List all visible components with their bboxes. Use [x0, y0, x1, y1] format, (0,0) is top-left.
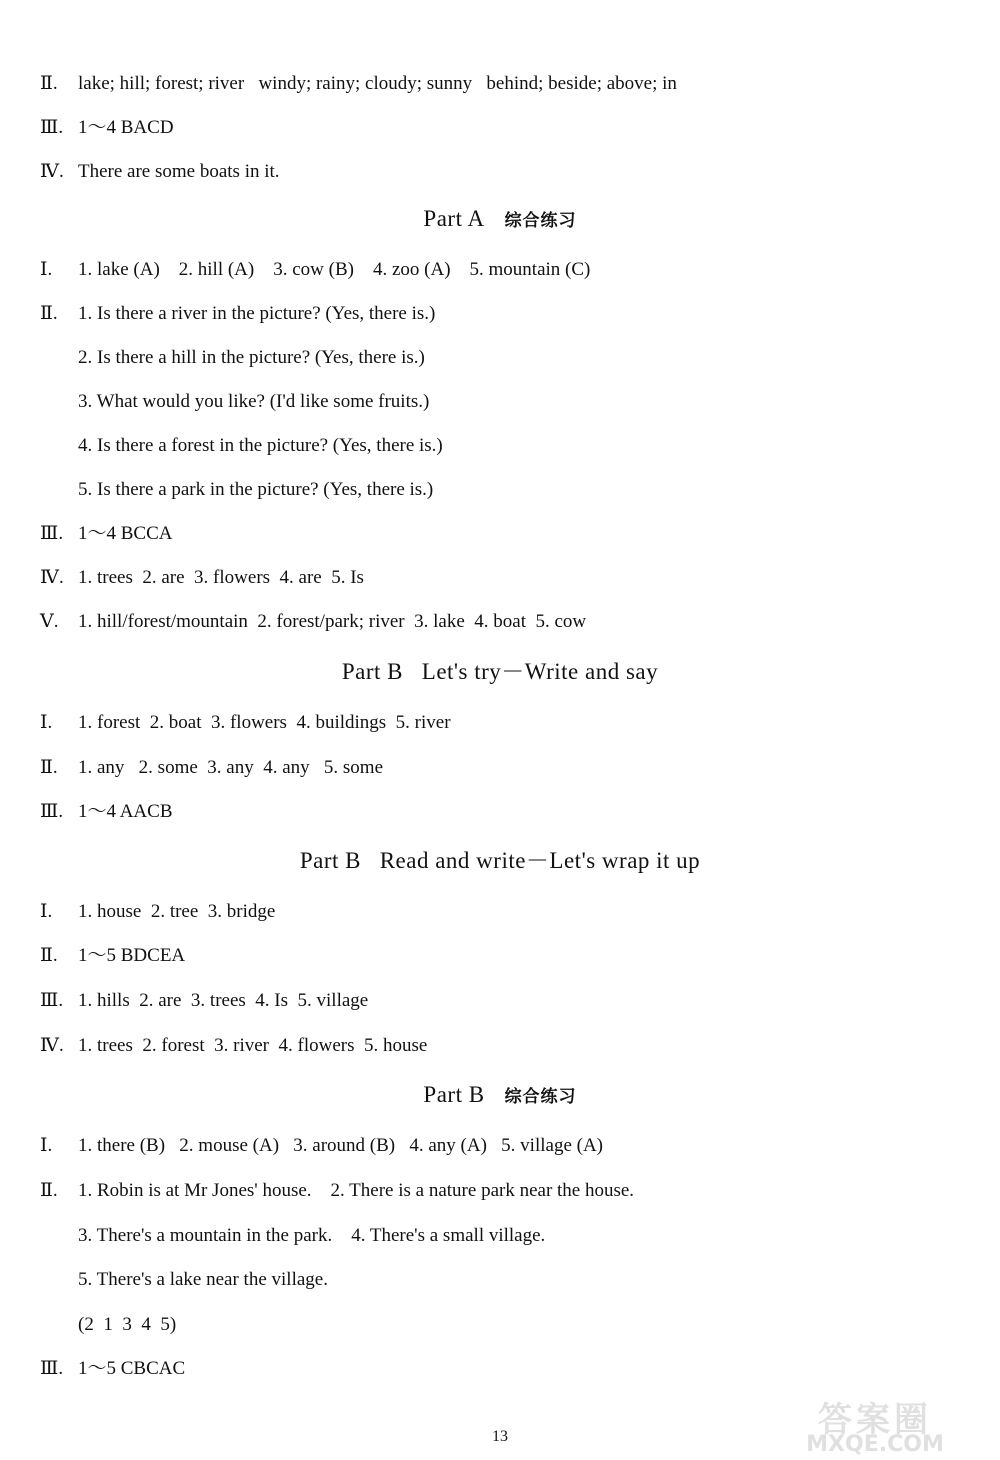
watermark-logo-text: 答案圈 [818, 1400, 932, 1440]
answer-line: Ⅱ. lake; hill; forest; river windy; rainy; cloudy; sunny behind; beside; above; in [40, 73, 677, 94]
answer-line: 2. Is there a hill in the picture? (Yes, there is.) [78, 347, 425, 368]
answer-line: Ⅰ. 1. house 2. tree 3. bridge [40, 901, 276, 922]
answer-line: Ⅰ. 1. there (B) 2. mouse (A) 3. around (B) 4. any (A) 5. village (A) [40, 1135, 604, 1156]
answer-line: Ⅰ. 1. lake (A) 2. hill (A) 3. cow (B) 4. zoo (A) 5. mountain (C) [40, 259, 591, 280]
answer-line: Ⅱ. 1. Robin is at Mr Jones' house. 2. There is a nature park near the house. [40, 1180, 635, 1201]
answer-line: Ⅱ. 1. Is there a river in the picture? (Yes, there is.) [40, 303, 436, 324]
answer-line: 5. Is there a park in the picture? (Yes, there is.) [78, 479, 434, 500]
answer-line: Ⅳ. 1. trees 2. forest 3. river 4. flowers 5. house [40, 1035, 428, 1056]
section-heading: Part B 综合练习 [423, 1082, 577, 1107]
watermark-url: MXQE.COM [806, 1432, 944, 1457]
answer-line: Ⅰ. 1. forest 2. boat 3. flowers 4. buildings 5. river [40, 712, 451, 733]
answer-line: 3. What would you like? (I'd like some fruits.) [78, 391, 430, 412]
answer-line: 4. Is there a forest in the picture? (Yes, there is.) [78, 435, 443, 456]
answer-line: Ⅲ. 1～4 BACD [40, 117, 174, 138]
answer-line: 5. There's a lake near the village. [78, 1269, 328, 1290]
page-number: 13 [492, 1428, 508, 1445]
answer-line: Ⅲ. 1～5 CBCAC [40, 1358, 186, 1379]
answer-line: Ⅱ. 1. any 2. some 3. any 4. any 5. some [40, 757, 384, 778]
answer-line: 3. There's a mountain in the park. 4. There's a small village. [78, 1225, 546, 1246]
section-heading: Part B Read and write－Let's wrap it up [299, 848, 701, 873]
answer-line: Ⅲ. 1～4 BCCA [40, 523, 173, 544]
answer-line: Ⅱ. 1～5 BDCEA [40, 945, 186, 966]
section-heading: Part A 综合练习 [423, 206, 577, 231]
site-watermark [780, 1392, 970, 1456]
answer-line: Ⅲ. 1～4 AACB [40, 801, 173, 822]
answer-line: (2 1 3 4 5) [78, 1314, 177, 1335]
answer-line: Ⅳ. There are some boats in it. [40, 161, 280, 182]
section-heading: Part B Let's try－Write and say [341, 659, 659, 684]
answer-line: Ⅲ. 1. hills 2. are 3. trees 4. Is 5. village [40, 990, 369, 1011]
answer-line: Ⅳ. 1. trees 2. are 3. flowers 4. are 5. Is [40, 567, 364, 588]
answer-line: Ⅴ. 1. hill/forest/mountain 2. forest/park; river 3. lake 4. boat 5. cow [40, 611, 587, 632]
